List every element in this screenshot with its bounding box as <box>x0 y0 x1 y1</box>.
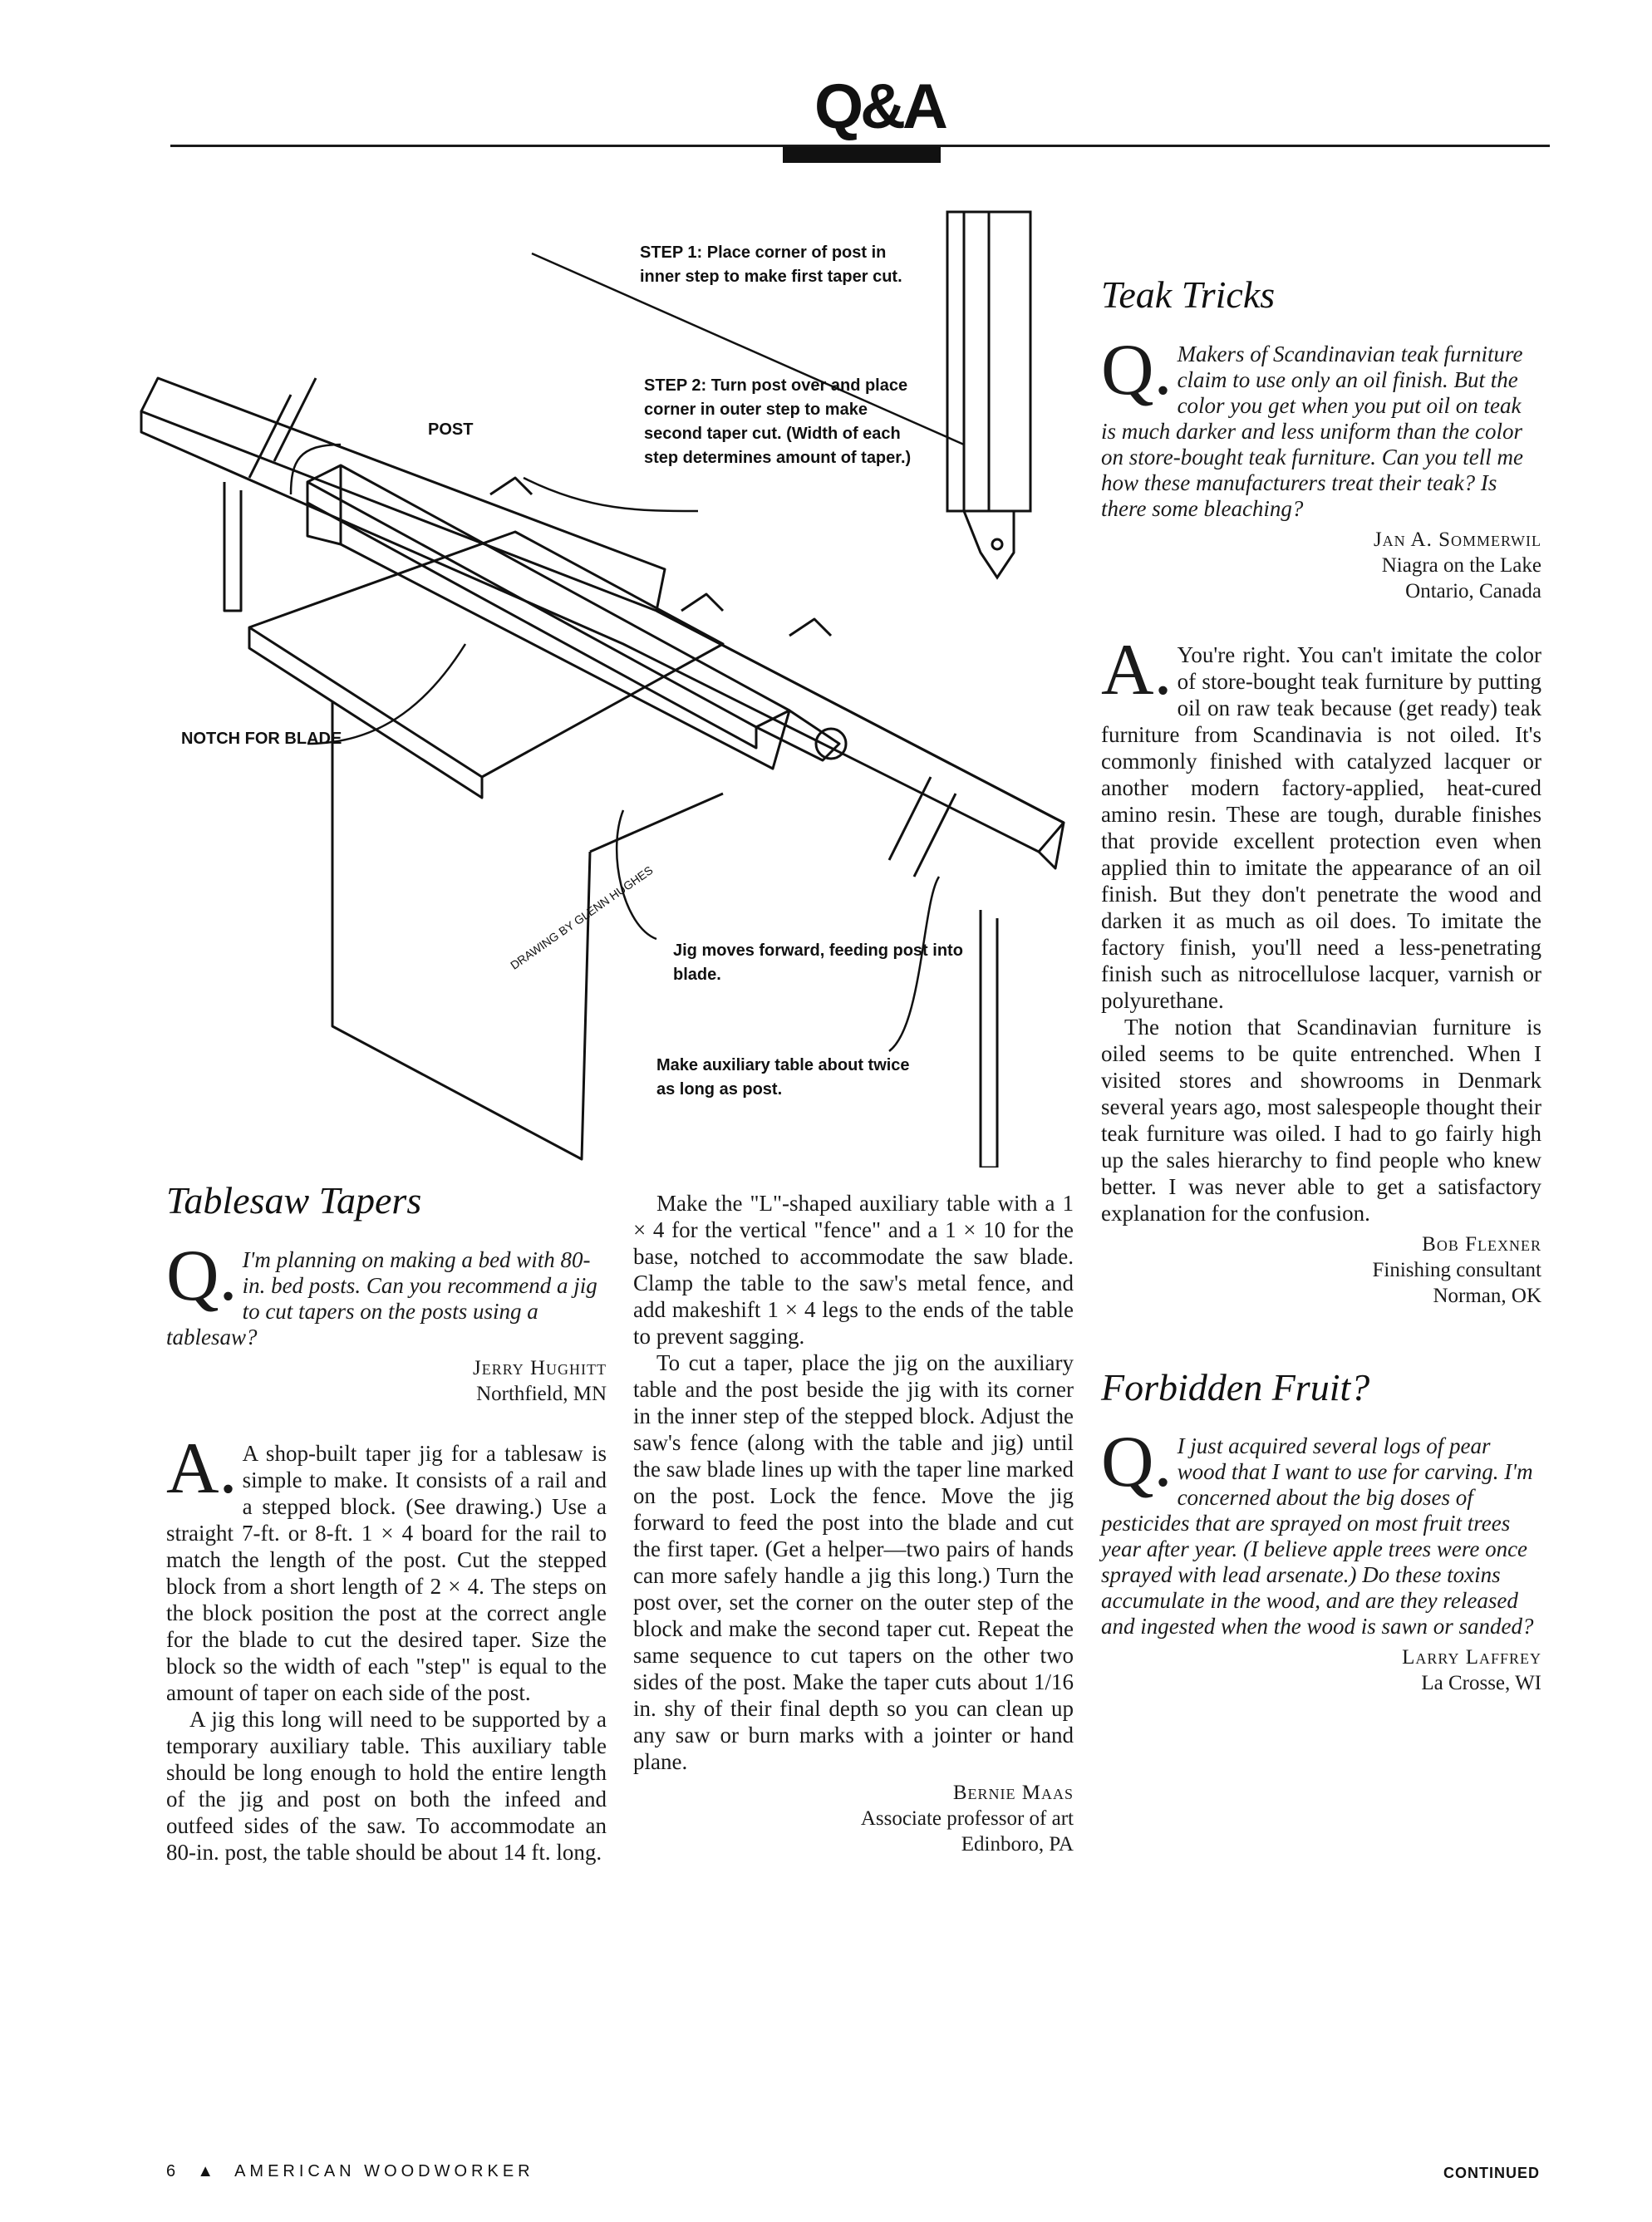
tablesaw-answer-p4: To cut a taper, place the jig on the auxiliary table and the post beside the jig with its corner in the inner step of the stepped block. Adjust the saw's fence (along with the table and jig) until the saw blade lines up with the taper line marked on the post. Lock the fence. Move the jig forward to feed the post into the blade and cut the first taper. (Get a helper—two pairs of hands can more safely handle a jig this long.) Turn the post over, set the corner on the outer step of the block and make the second taper cut. Repeat the same sequence to cut tapers on the other two sides of the post. Make the taper cuts about 1/16 in. shy of their final depth so you can clean up any saw or burn marks with a jointer or hand plane. <box>633 1350 1074 1774</box>
clamp <box>681 594 723 611</box>
aux-callout: Make auxiliary table about twice as long as post. <box>656 1056 910 1099</box>
fruit-asker-location: La Crosse, WI <box>1421 1672 1541 1695</box>
taper-jig-drawing <box>125 195 1080 1168</box>
notch-label: NOTCH FOR BLADE <box>181 730 342 748</box>
tablesaw-answerer-name: Bernie Maas <box>952 1782 1074 1804</box>
fruit-asker-name: Larry Laffrey <box>1402 1646 1541 1669</box>
teak-asker <box>1101 527 1541 604</box>
teak-question-text: Makers of Scandinavian teak furniture claim to use only an oil finish. But the color you get when you put oil on teak is much darker and less uniform than the color on store-bought teak furniture. Can you tell me how these manufacturers treat their teak? Is there some bleaching? <box>1101 341 1523 521</box>
teak-asker-location2: Ontario, Canada <box>1405 579 1541 602</box>
question-drop-cap: Q. <box>1101 1422 1173 1503</box>
clamp <box>490 478 532 494</box>
tablesaw-title: Tablesaw Tapers <box>166 1179 422 1222</box>
fruit-question-text: I just acquired several logs of pear wood that I want to use for carving. I'm concerned about the big doses of pesticides that are sprayed on most fruit trees year after year. (I believe apple trees were once sprayed with lead arsenate.) Do these toxins accumulate in the wood, and are they released and ingested when the wood is sawn or sanded? <box>1101 1433 1534 1639</box>
fruit-title: Forbidden Fruit? <box>1101 1365 1370 1408</box>
tablesaw-answer-p2: A jig this long will need to be supported by a temporary auxiliary table. This auxiliary table should be long enough to hold the entire length of the jig and post on both the infeed and outfeed sides of the saw. To accommodate an 80-in. post, the table should be about 14 ft. long. <box>166 1706 607 1865</box>
section-header-title: Q&A <box>814 71 945 142</box>
teak-answerer-name: Bob Flexner <box>1422 1232 1541 1256</box>
tablesaw-question-text: I'm planning on making a bed with 80-in. bed posts. Can you recommend a jig to cut tapers on the posts using a tablesaw? <box>166 1246 597 1349</box>
page-footer <box>166 2162 534 2181</box>
step1-callout: STEP 1: Place corner of post in inner step to make first taper cut. <box>640 243 902 286</box>
teak-answer-p1 <box>1101 629 1541 1014</box>
teak-question <box>1101 329 1541 522</box>
footer-triangle-icon: ▲ <box>188 2162 227 2180</box>
teak-title: Teak Tricks <box>1101 273 1276 316</box>
answer-drop-cap: A. <box>166 1428 238 1509</box>
fruit-asker <box>1101 1644 1541 1696</box>
teak-answer-p2: The notion that Scandinavian furniture is oiled seems to be quite entrenched. When I visited stores and showrooms in Denmark several years ago, most salespeople thought their teak furniture was oiled. I had to go fairly high up the sales hierarchy to find people who knew better. I was never able to get a satisfactory explanation for the confusion. <box>1101 1014 1541 1226</box>
fruit-question <box>1101 1422 1541 1639</box>
tablesaw-article <box>166 1180 607 1866</box>
teak-asker-location1: Niagra on the Lake <box>1381 553 1541 577</box>
teak-answer-p1-text: You're right. You can't imitate the color of store-bought teak furniture by putting oil on raw teak because (get ready) teak furniture from Scandinavia is not oiled. It's commonly finished with catalyzed lacquer or another modern factory-applied, heat-cured amino resin. These are tough, durable finishes that provide excellent protection even when applied thin to imitate the appearance of an oil finish. But they don't penetrate the wood and darken it as much as oil does. To imitate the factory finish, you'll need a less-penetrating finish such as nitrocellulose lacquer, varnish or polyurethane. <box>1101 642 1541 1013</box>
teak-answerer-title: Finishing consultant <box>1372 1258 1541 1281</box>
tablesaw-answer-p1-text: A shop-built taper jig for a tablesaw is simple to make. It consists of a rail and a stepped block. (See drawing.) Use a straight 7-ft. or 8-ft. 1 × 4 board for the rail to match the length of the post. Cut the stepped block from a short length of 2 × 4. The steps on the block position the post at the correct angle for the blade to cut the desired taper. Size the block so the width of each "step" is equal to the amount of taper on each side of the post. <box>166 1440 607 1705</box>
tablesaw-asker-name: Jerry Hughitt <box>472 1356 607 1379</box>
answer-drop-cap: A. <box>1101 629 1173 710</box>
clamp <box>789 619 831 636</box>
tablesaw-asker-location: Northfield, MN <box>476 1382 607 1405</box>
post-label: POST <box>428 420 474 439</box>
teak-answerer <box>1101 1231 1541 1309</box>
drawing-credit: DRAWING BY GLENN HUGHES <box>508 863 656 972</box>
inset-detail <box>947 212 1030 578</box>
teak-answer <box>1101 629 1541 1227</box>
tablesaw-answer <box>166 1428 607 1866</box>
page-number: 6 <box>166 2162 180 2180</box>
step2-callout: STEP 2: Turn post over and place corner in outer step to make second taper cut. (Width of each step determines amount of taper.) <box>644 376 912 467</box>
right-column <box>1101 274 1541 1696</box>
teak-asker-name: Jan A. Sommerwil <box>1373 528 1541 551</box>
tablesaw-answerer-title: Associate professor of art <box>860 1807 1074 1830</box>
tablesaw-article-continued <box>633 1190 1074 1857</box>
leader-lines <box>291 253 964 1051</box>
left-leg <box>224 482 241 611</box>
drawing-strokes <box>141 378 1064 1168</box>
jig-callout: Jig moves forward, feeding post into blade. <box>673 941 963 984</box>
tablesaw-asker <box>166 1355 607 1407</box>
teak-answerer-location: Norman, OK <box>1433 1284 1541 1307</box>
tablesaw-answerer-location: Edinboro, PA <box>961 1833 1074 1856</box>
taper-jig-illustration <box>125 195 1080 1168</box>
question-drop-cap: Q. <box>1101 329 1173 410</box>
continued-label: CONTINUED <box>1443 2165 1540 2181</box>
tablesaw-answer-p3: Make the "L"-shaped auxiliary table with a 1 × 4 for the vertical "fence" and a 1 × 10 for the base, notched to accommodate the saw blade. Clamp the table to the saw's metal fence, and add makeshift 1 × 4 legs to the ends of the table to prevent sagging. <box>633 1191 1074 1349</box>
magazine-name: AMERICAN WOODWORKER <box>234 2162 534 2180</box>
tablesaw-answerer <box>633 1780 1074 1857</box>
tablesaw-question <box>166 1235 607 1350</box>
right-leg <box>981 910 997 1168</box>
question-drop-cap: Q. <box>166 1235 238 1316</box>
header-block <box>783 146 941 163</box>
tablesaw-answer-p1 <box>166 1428 607 1706</box>
